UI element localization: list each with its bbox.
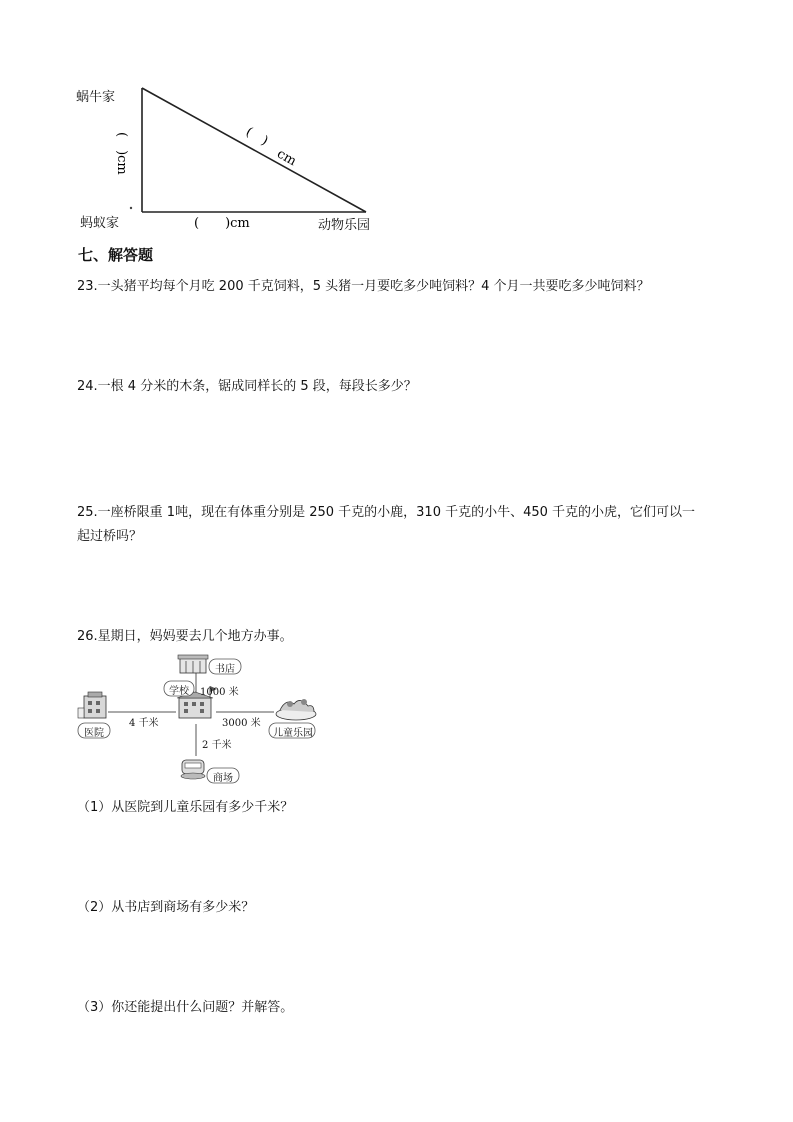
map-diagram [76,652,326,786]
triangle-hypotenuse [142,88,366,212]
hypotenuse-paren: ( ) [243,124,271,149]
section-title: 七、解答题 [78,246,154,264]
hospital-label: 医院 [84,728,104,739]
distance-school-bookstore: 1000 米 [200,687,239,698]
question-26-sub3: （3）你还能提出什么问题？并解答。 [77,1000,294,1015]
bookstore-label: 书店 [215,664,235,675]
park-icon [276,699,316,720]
distance-school-park: 3000 米 [222,718,261,729]
bottom-side-label: ( )cm [194,216,250,231]
park-label: 儿童乐园 [273,728,313,739]
question-25-line2: 起过桥吗？ [77,529,143,544]
question-26-sub1: （1）从医院到儿童乐园有多少千米？ [77,800,294,815]
zoo-label: 动物乐园 [318,218,371,233]
distance-hospital-school: 4 千米 [129,718,159,729]
hypotenuse-unit: cm [274,146,299,170]
question-24: 24.一根 4 分米的木条，锯成同样长的 5 段，每段长多少？ [77,379,417,394]
question-25-line1: 25.一座桥限重 1吨，现在有体重分别是 250 千克的小鹿，310 千克的小牛、450 千克的小虎，它们可以一 [77,505,696,520]
question-26-sub2: （2）从书店到商场有多少米？ [77,900,255,915]
bookstore-icon [178,655,208,673]
ant-house-dot [130,207,132,209]
hospital-icon [78,692,106,718]
mall-label: 商场 [213,773,233,784]
map-figure [76,652,326,786]
school-label: 学校 [169,686,189,697]
vertical-side-label: ( )cm [114,132,129,175]
triangle-diagram [74,78,394,236]
snail-house-label: 蜗牛家 [76,90,116,105]
ant-house-label: 蚂蚁家 [80,216,120,231]
question-26: 26.星期日，妈妈要去几个地方办事。 [77,629,293,644]
question-23: 23.一头猪平均每个月吃 200 千克饲料，5 头猪一月要吃多少吨饲料？4 个月一共要吃多少吨饲料？ [77,279,650,294]
distance-school-mall: 2 千米 [202,740,232,751]
triangle-figure [74,78,394,236]
mall-icon [181,760,205,779]
